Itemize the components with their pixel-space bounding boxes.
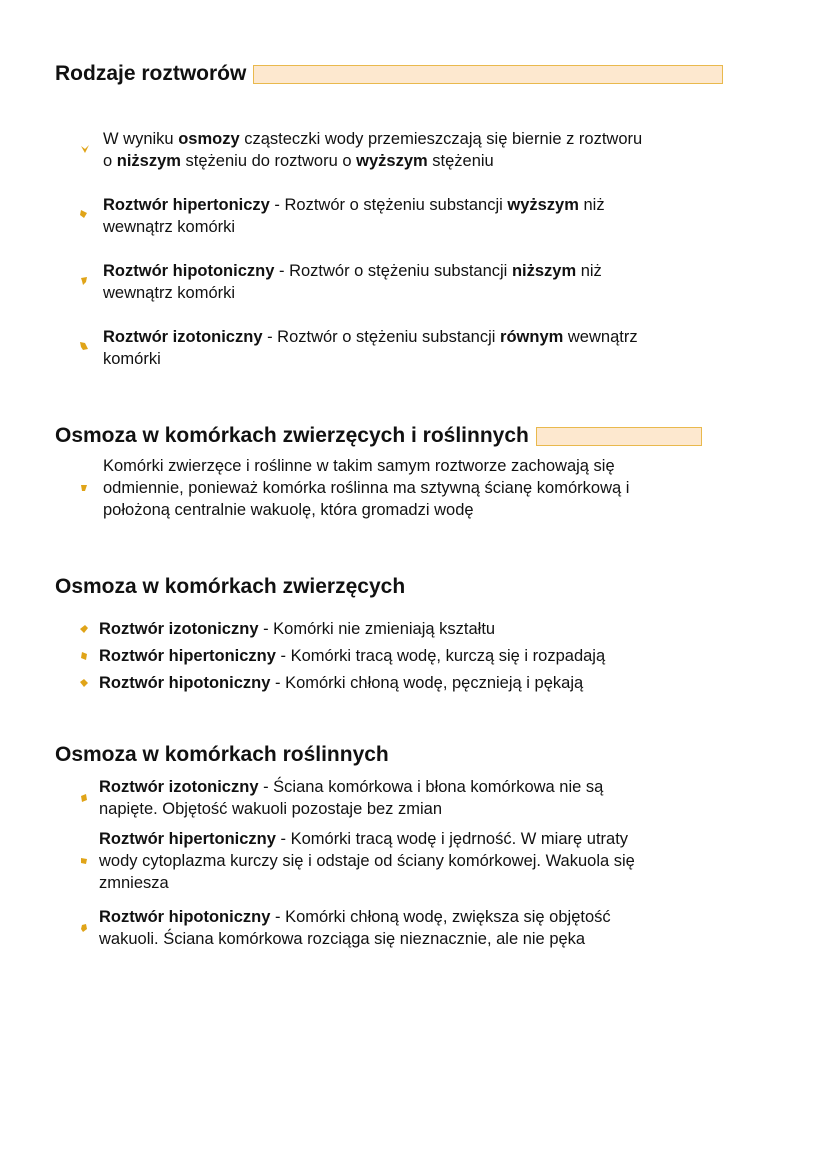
leaf-bullet-icon (79, 856, 89, 866)
list-item: W wyniku osmozy cząsteczki wody przemieszczają się biernie z roztworu o niższym stężeniu do roztworu o wyższym stężeniu (103, 130, 643, 170)
section-title: Osmoza w komórkach zwierzęcych i roślinnych (55, 424, 529, 447)
leaf-bullet-icon (79, 276, 89, 286)
list-item: Roztwór izotoniczny - Komórki nie zmieniają kształtu (99, 620, 496, 638)
leaf-bullet-icon (79, 209, 89, 219)
list-item: Roztwór izotoniczny - Ściana komórkowa i błona komórkowa nie są napięte. Objętość wakuoli pozostaje bez zmian (99, 778, 604, 818)
leaf-bullet-icon (80, 144, 90, 154)
list-item: Roztwór hipotoniczny - Komórki chłoną wodę, zwiększa się objętość wakuoli. Ściana komórkowa rozciąga się nieznacznie, ale nie pęka (99, 908, 611, 948)
section-heading-osmoza-zwierzecych-i-roslinnych (55, 424, 702, 448)
highlight-bar (253, 65, 723, 84)
leaf-bullet-icon (79, 793, 89, 803)
leaf-bullet-icon (79, 624, 89, 634)
list-item: Roztwór hipotoniczny - Komórki chłoną wodę, pęcznieją i pękają (99, 674, 584, 692)
leaf-bullet-icon (79, 341, 89, 351)
leaf-bullet-icon (79, 651, 89, 661)
section-title: Osmoza w komórkach roślinnych (55, 743, 389, 766)
list-item: Roztwór hipertoniczny - Komórki tracą wodę, kurczą się i rozpadają (99, 647, 606, 665)
highlight-bar (536, 427, 702, 446)
section-heading-rodzaje-roztworow (55, 62, 723, 86)
leaf-bullet-icon (79, 678, 89, 688)
section-heading-osmoza-zwierzecych (55, 575, 405, 599)
section-title: Rodzaje roztworów (55, 62, 247, 85)
list-item: Komórki zwierzęce i roślinne w takim samym roztworze zachowają się odmiennie, ponieważ komórka roślinna ma sztywną ścianę komórkową i położoną centralnie wakuolę, która gromadzi wodę (103, 457, 630, 519)
section-title: Osmoza w komórkach zwierzęcych (55, 575, 406, 598)
leaf-bullet-icon (79, 483, 89, 493)
list-item: Roztwór hipertoniczy - Roztwór o stężeniu substancji wyższym niż wewnątrz komórki (103, 196, 605, 236)
list-item: Roztwór hipotoniczny - Roztwór o stężeniu substancji niższym niż wewnątrz komórki (103, 262, 602, 302)
section-heading-osmoza-roslinnych (55, 743, 389, 767)
list-item: Roztwór hipertoniczny - Komórki tracą wodę i jędrność. W miarę utraty wody cytoplazma kurczy się i odstaje od ściany komórkowej. Wakuola się zmniesza (99, 830, 635, 892)
leaf-bullet-icon (79, 923, 89, 933)
list-item: Roztwór izotoniczny - Roztwór o stężeniu substancji równym wewnątrz komórki (103, 328, 638, 368)
